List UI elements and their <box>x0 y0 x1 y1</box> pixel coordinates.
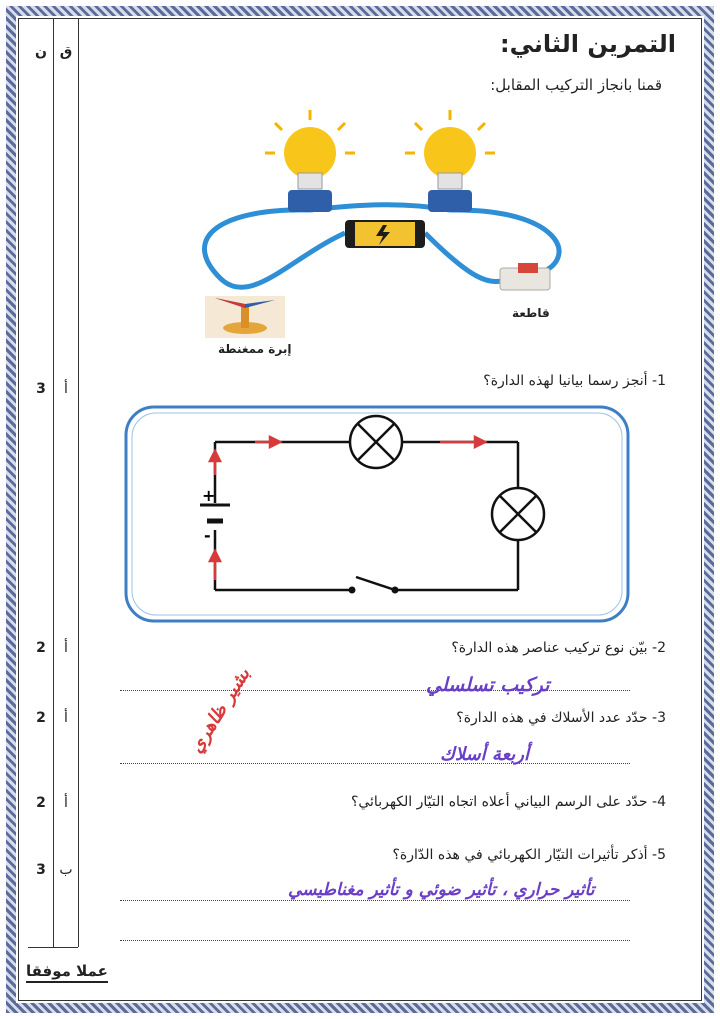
column-header-q: ق <box>59 44 73 60</box>
exercise-title: التمرين الثاني: <box>500 30 676 58</box>
question-1-mark: 3 <box>36 381 46 397</box>
question-2: 2- بيّن نوع تركيب عناصر هذه الدارة؟ <box>451 640 666 656</box>
switch-label: قاطعة <box>512 306 550 320</box>
lamp-symbol-icon <box>492 488 544 540</box>
needle-label: إبرة ممغنطة <box>218 342 292 356</box>
question-3: 3- حدّد عدد الأسلاك في هذه الدارة؟ <box>456 710 666 726</box>
question-5-letter: ب <box>59 862 73 878</box>
question-5: 5- أذكر تأثيرات التيّار الكهربائي في هذه الدّارة؟ <box>392 847 666 863</box>
lamp-symbol-icon <box>350 416 402 468</box>
answer-line <box>120 940 630 941</box>
column-header-n: ن <box>35 44 47 60</box>
question-2-mark: 2 <box>36 640 46 656</box>
question-4-letter: أ <box>64 795 68 811</box>
circuit-illustration <box>180 108 580 358</box>
battery-minus: - <box>204 526 211 545</box>
answer-line <box>120 900 630 901</box>
question-4-mark: 2 <box>36 795 46 811</box>
switch-icon <box>500 263 550 290</box>
teacher-stamp: بشير ظاهري <box>185 664 255 757</box>
answer-3: أربعة أسلاك <box>440 744 529 765</box>
column-divider <box>53 18 54 947</box>
closing-note: عملا موفقا <box>26 962 108 983</box>
schematic-diagram <box>120 405 634 627</box>
switch-contact <box>392 587 399 594</box>
column-divider <box>78 18 79 947</box>
question-3-letter: أ <box>64 710 68 726</box>
question-1: 1- أنجز رسما بيانيا لهذه الدارة؟ <box>483 373 666 389</box>
magnetic-needle-icon <box>205 296 285 338</box>
question-1-letter: أ <box>64 381 68 397</box>
exercise-subtitle: قمنا بانجاز التركيب المقابل: <box>490 76 662 94</box>
answer-2: تركيب تسلسلي <box>426 674 550 696</box>
bulb-icon <box>265 110 355 212</box>
answer-5: تأثير حراري ، تأثير ضوئي و تأثير مغناطيسي <box>288 880 595 900</box>
answer-line <box>120 690 630 691</box>
question-2-letter: أ <box>64 640 68 656</box>
column-bottom-line <box>28 947 78 948</box>
bulb-icon <box>405 110 495 212</box>
battery-plus: + <box>202 486 216 505</box>
battery-icon <box>345 220 425 248</box>
answer-line <box>120 763 630 764</box>
question-3-mark: 2 <box>36 710 46 726</box>
question-5-mark: 3 <box>36 862 46 878</box>
switch-contact <box>349 587 356 594</box>
question-4: 4- حدّد على الرسم البياني أعلاه اتجاه التيّار الكهربائي؟ <box>350 794 666 810</box>
